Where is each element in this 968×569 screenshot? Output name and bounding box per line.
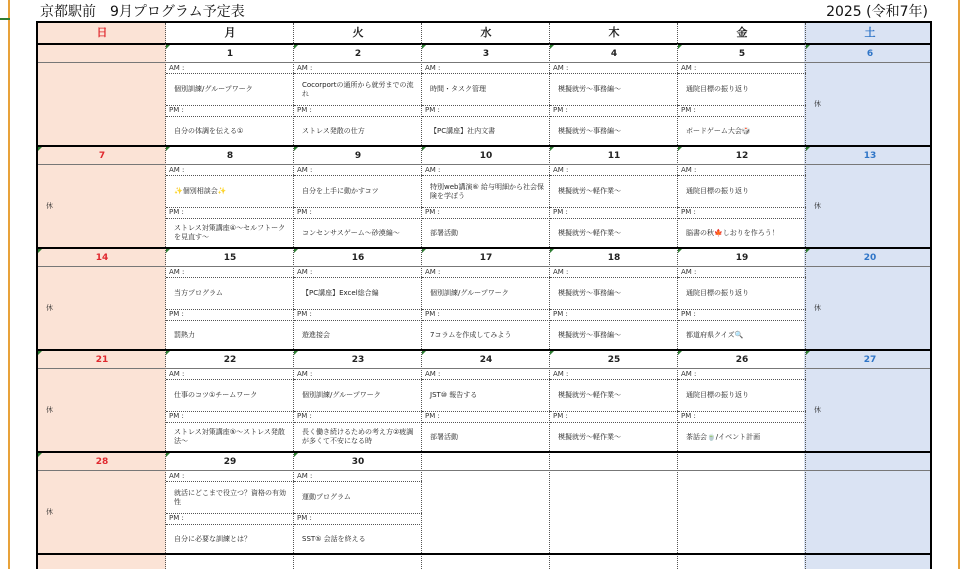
cell-divider (678, 207, 806, 208)
am-program: 個別訓練/グループワーク (174, 85, 253, 93)
day-cell[interactable] (294, 249, 422, 349)
pm-label: PM : (425, 208, 440, 216)
weekday-header-row (38, 23, 932, 45)
cell-divider (550, 411, 678, 412)
day-number: 6 (806, 45, 932, 63)
day-number: 5 (678, 45, 806, 63)
am-program: 【PC講座】Excel総合編 (302, 289, 379, 297)
day-number: 16 (294, 249, 422, 267)
day-number: 28 (38, 453, 166, 471)
pm-program: 自分の体調を伝える① (174, 126, 244, 135)
day-number: 27 (806, 351, 932, 369)
comment-marker (166, 351, 170, 355)
day-number: 3 (422, 45, 550, 63)
pm-label: PM : (425, 310, 440, 318)
am-program: ✨個別相談会✨ (174, 187, 227, 195)
am-label: AM : (553, 64, 569, 72)
pm-label: PM : (425, 412, 440, 420)
pm-label: PM : (297, 412, 312, 420)
day-number: 1 (166, 45, 294, 63)
pm-program: ボードゲーム大会🎲 (686, 126, 751, 135)
am-program: 模擬就労～事務編～ (558, 85, 621, 93)
day-cell[interactable] (422, 45, 550, 145)
holiday-label: 休 (46, 304, 53, 312)
comment-marker (550, 351, 554, 355)
day-cell[interactable] (678, 351, 806, 451)
pm-label: PM : (297, 310, 312, 318)
am-label: AM : (297, 268, 313, 276)
am-program: JST⑩ 報告する (430, 391, 478, 399)
am-label: AM : (169, 370, 185, 378)
holiday-label: 休 (46, 202, 53, 210)
day-number: 26 (678, 351, 806, 369)
comment-marker (166, 147, 170, 151)
am-program: Cocorportの通所から就労までの流れ (302, 80, 414, 98)
am-program: 通院目標の振り返り (686, 187, 749, 195)
comment-marker (806, 249, 810, 253)
holiday-label: 休 (814, 406, 821, 414)
comment-marker (166, 45, 170, 49)
cell-divider (166, 513, 294, 514)
day-number: 2 (294, 45, 422, 63)
cell-divider (678, 105, 806, 106)
day-cell[interactable] (166, 249, 294, 349)
day-number: 9 (294, 147, 422, 165)
holiday-label: 休 (814, 202, 821, 210)
pm-label: PM : (681, 412, 696, 420)
calendar-grid (36, 21, 932, 569)
weekday-header-sun: 日 (96, 26, 108, 39)
am-label: AM : (553, 268, 569, 276)
comment-marker (166, 249, 170, 253)
day-cell[interactable] (294, 453, 422, 553)
day-cell[interactable] (294, 147, 422, 247)
day-number: 8 (166, 147, 294, 165)
sheet-corner-marker (0, 18, 10, 20)
day-number: 19 (678, 249, 806, 267)
comment-marker (422, 249, 426, 253)
am-program: 当方プログラム (174, 289, 223, 297)
day-cell[interactable] (550, 453, 678, 553)
pm-program: 模擬就労～事務編～ (558, 330, 621, 339)
comment-marker (38, 351, 42, 355)
am-label: AM : (681, 64, 697, 72)
cell-divider (678, 309, 806, 310)
cell-divider (294, 105, 422, 106)
day-cell[interactable] (806, 453, 932, 553)
pm-program: 罰熱力 (174, 330, 195, 339)
am-program: 模擬就労～事務編～ (558, 289, 621, 297)
day-number: 20 (806, 249, 932, 267)
day-number (550, 453, 678, 471)
pm-label: PM : (169, 106, 184, 114)
day-number: 10 (422, 147, 550, 165)
am-program: 運動プログラム (302, 493, 351, 501)
cell-divider (294, 309, 422, 310)
pm-label: PM : (681, 208, 696, 216)
comment-marker (806, 351, 810, 355)
week-row (38, 45, 932, 147)
comment-marker (422, 147, 426, 151)
pm-program: ストレス発散の仕方 (302, 126, 365, 135)
comment-marker (678, 351, 682, 355)
week-row (38, 147, 932, 249)
comment-marker (38, 147, 42, 151)
comment-marker (422, 45, 426, 49)
pm-program: 部署活動 (430, 228, 458, 237)
day-cell[interactable] (38, 453, 166, 553)
am-label: AM : (425, 64, 441, 72)
day-number (422, 453, 550, 471)
week-row (38, 351, 932, 453)
am-program: 個別訓練/グループワーク (302, 391, 381, 399)
am-label: AM : (425, 166, 441, 174)
am-program: 通院目標の振り返り (686, 391, 749, 399)
day-number: 12 (678, 147, 806, 165)
day-number: 4 (550, 45, 678, 63)
weekday-header-thu: 木 (608, 26, 620, 39)
day-number: 22 (166, 351, 294, 369)
day-cell[interactable] (422, 249, 550, 349)
pm-program: 都道府県クイズ🔍 (686, 330, 744, 339)
am-label: AM : (169, 268, 185, 276)
day-number: 7 (38, 147, 166, 165)
cell-divider (422, 411, 550, 412)
comment-marker (38, 453, 42, 457)
cell-divider (166, 105, 294, 106)
weekday-header-fri: 金 (736, 26, 748, 39)
am-label: AM : (297, 472, 313, 480)
pm-label: PM : (297, 514, 312, 522)
comment-marker (550, 45, 554, 49)
pm-program: コンセンサスゲーム～砂漠編～ (302, 228, 400, 237)
am-program: 通院目標の振り返り (686, 85, 749, 93)
comment-marker (678, 249, 682, 253)
day-number: 21 (38, 351, 166, 369)
am-label: AM : (297, 370, 313, 378)
holiday-label: 休 (46, 508, 53, 516)
cell-divider (422, 309, 550, 310)
pm-label: PM : (681, 310, 696, 318)
pm-program: ストレス対策講座④～セルフトークを見直す～ (174, 224, 286, 241)
day-cell[interactable] (678, 249, 806, 349)
am-label: AM : (681, 166, 697, 174)
pm-program: 自分に必要な訓練とは？ (174, 534, 251, 543)
comment-marker (806, 45, 810, 49)
year-label: 2025 (令和7年) (826, 4, 928, 20)
comment-marker (294, 249, 298, 253)
day-cell[interactable] (550, 351, 678, 451)
cell-divider (550, 105, 678, 106)
pm-label: PM : (681, 106, 696, 114)
holiday-label: 休 (46, 406, 53, 414)
day-cell[interactable] (550, 147, 678, 247)
day-number: 30 (294, 453, 422, 471)
pm-label: PM : (169, 412, 184, 420)
day-cell[interactable] (806, 351, 932, 451)
comment-marker (38, 249, 42, 253)
pm-program: 模擬就労～事務編～ (558, 126, 621, 135)
day-cell[interactable] (38, 45, 166, 145)
pm-program: 7コラムを作成してみよう (430, 330, 512, 339)
day-cell[interactable] (166, 351, 294, 451)
day-number: 11 (550, 147, 678, 165)
am-program: 模擬就労～軽作業～ (558, 187, 621, 195)
pm-label: PM : (297, 208, 312, 216)
comment-marker (678, 45, 682, 49)
day-cell[interactable] (422, 147, 550, 247)
weekday-header-mon: 月 (224, 26, 236, 39)
day-number: 13 (806, 147, 932, 165)
page-title: 京都駅前 9月プログラム予定表 (40, 4, 245, 20)
pm-program: SST⑤ 会話を終える (302, 534, 366, 543)
weekday-header-tue: 火 (352, 26, 364, 39)
am-label: AM : (425, 370, 441, 378)
cell-divider (550, 309, 678, 310)
day-cell[interactable] (806, 45, 932, 145)
day-number (38, 45, 166, 63)
comment-marker (294, 147, 298, 151)
day-number: 14 (38, 249, 166, 267)
pm-program: ストレス対策講座⑤～ストレス発散法～ (174, 428, 285, 445)
am-label: AM : (681, 268, 697, 276)
day-cell[interactable] (294, 351, 422, 451)
pm-label: PM : (553, 310, 568, 318)
pm-label: PM : (169, 310, 184, 318)
am-program: 就活にどこまで役立つ？資格の有効性 (174, 488, 286, 506)
day-number: 18 (550, 249, 678, 267)
sheet-right-border (958, 0, 960, 569)
week-row (38, 249, 932, 351)
am-program: 時間・タスク管理 (430, 85, 486, 93)
am-label: AM : (681, 370, 697, 378)
day-cell[interactable] (806, 249, 932, 349)
am-program: 特別web講演⑥ 給与明細から社会保険を学ぼう (430, 182, 544, 200)
pm-label: PM : (169, 208, 184, 216)
weekday-header-wed: 水 (480, 26, 492, 39)
cell-divider (294, 207, 422, 208)
am-label: AM : (425, 268, 441, 276)
comment-marker (550, 147, 554, 151)
pm-label: PM : (425, 106, 440, 114)
day-number: 15 (166, 249, 294, 267)
day-cell[interactable] (806, 147, 932, 247)
day-number (678, 453, 806, 471)
am-program: 自分を上手に動かすコツ (302, 187, 379, 195)
day-cell[interactable] (550, 249, 678, 349)
comment-marker (678, 147, 682, 151)
day-cell[interactable] (166, 45, 294, 145)
pm-program: 部署活動 (430, 432, 458, 441)
pm-program: 長く働き続けるための考え方②疲調が多くて不安になる時 (302, 428, 414, 445)
am-label: AM : (297, 64, 313, 72)
day-cell[interactable] (166, 147, 294, 247)
comment-marker (294, 351, 298, 355)
pm-program: 模擬就労～軽作業～ (558, 228, 621, 237)
day-cell[interactable] (678, 453, 806, 553)
cell-divider (678, 411, 806, 412)
day-number: 29 (166, 453, 294, 471)
cell-divider (166, 207, 294, 208)
week-row (38, 453, 932, 555)
holiday-label: 休 (814, 100, 821, 108)
comment-marker (166, 453, 170, 457)
cell-divider (294, 513, 422, 514)
day-number: 24 (422, 351, 550, 369)
day-cell[interactable] (422, 453, 550, 553)
cell-divider (294, 411, 422, 412)
calendar-header (36, 0, 932, 21)
pm-label: PM : (553, 106, 568, 114)
day-number: 25 (550, 351, 678, 369)
holiday-label: 休 (814, 304, 821, 312)
day-cell[interactable] (38, 147, 166, 247)
pm-program: 脳書の秋🍁しおりを作ろう！ (686, 228, 779, 237)
day-cell[interactable] (550, 45, 678, 145)
day-cell[interactable] (166, 453, 294, 553)
cell-divider (166, 411, 294, 412)
pm-program: 茶話会🍵/イベント計画 (686, 432, 761, 441)
am-program: 通院目標の振り返り (686, 289, 749, 297)
cell-divider (422, 105, 550, 106)
pm-label: PM : (553, 412, 568, 420)
day-cell[interactable] (38, 249, 166, 349)
day-cell[interactable] (422, 351, 550, 451)
am-program: 模擬就労～軽作業～ (558, 391, 621, 399)
am-label: AM : (169, 64, 185, 72)
day-cell[interactable] (678, 45, 806, 145)
day-cell[interactable] (38, 351, 166, 451)
cell-divider (422, 207, 550, 208)
comment-marker (550, 249, 554, 253)
comment-marker (294, 453, 298, 457)
pm-program: 模擬就労～軽作業～ (558, 432, 621, 441)
pm-label: PM : (553, 208, 568, 216)
day-number (806, 453, 932, 471)
am-program: 個別訓練/グループワーク (430, 289, 509, 297)
am-program: 仕事のコツ①チームワーク (174, 391, 258, 399)
am-label: AM : (553, 166, 569, 174)
cell-divider (550, 207, 678, 208)
day-cell[interactable] (294, 45, 422, 145)
am-label: AM : (169, 472, 185, 480)
am-label: AM : (297, 166, 313, 174)
pm-label: PM : (297, 106, 312, 114)
sheet-left-border (8, 0, 10, 569)
am-label: AM : (553, 370, 569, 378)
day-number: 17 (422, 249, 550, 267)
day-cell[interactable] (678, 147, 806, 247)
comment-marker (422, 351, 426, 355)
day-number: 23 (294, 351, 422, 369)
am-label: AM : (169, 166, 185, 174)
cell-divider (166, 309, 294, 310)
pm-label: PM : (169, 514, 184, 522)
pm-program: 【PC講座】社内文書 (430, 126, 496, 135)
pm-program: 遊進接会 (302, 330, 330, 339)
comment-marker (806, 147, 810, 151)
comment-marker (294, 45, 298, 49)
weekday-header-sat: 土 (864, 26, 876, 39)
